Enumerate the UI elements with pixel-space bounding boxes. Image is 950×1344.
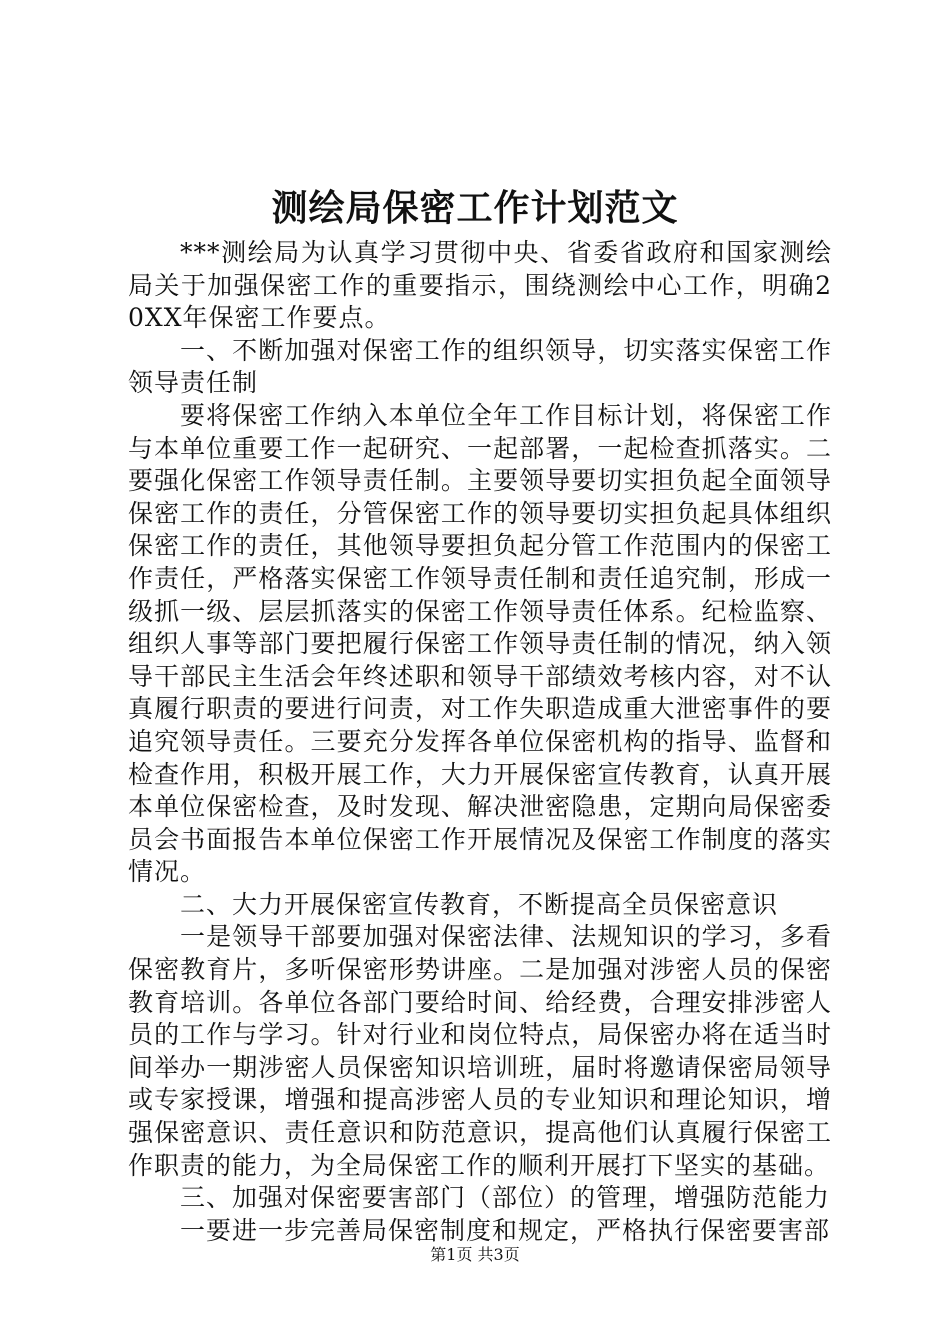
document-body xyxy=(128,237,832,1247)
section-heading-1: 一、不断加强对保密工作的组织领导，切实落实保密工作领导责任制 xyxy=(128,335,832,398)
section-2-paragraph: 一是领导干部要加强对保密法律、法规知识的学习，多看保密教育片，多听保密形势讲座。二是加强对涉密人员的保密教育培训。各单位各部门要给时间、给经费，合理安排涉密人员的工作与学习。针对行业和岗位特点，局保密办将在适当时间举办一期涉密人员保密知识培训班，届时将邀请保密局领导或专家授课，增强和提高涉密人员的专业知识和理论知识，增强保密意识、责任意识和防范意识，提高他们认真履行保密工作职责的能力，为全局保密工作的顺利开展打下坚实的基础。 xyxy=(128,922,832,1180)
section-heading-3: 三、加强对保密要害部门（部位）的管理，增强防范能力 xyxy=(180,1183,831,1213)
document-title: 测绘局保密工作计划范文 xyxy=(271,187,679,229)
section-3-paragraph: 一要进一步完善局保密制度和规定，严格执行保密要害部 xyxy=(180,1215,831,1245)
section-1-paragraph: 要将保密工作纳入本单位全年工作目标计划，将保密工作与本单位重要工作一起研究、一起部署，一起检查抓落实。二要强化保密工作领导责任制。主要领导要切实担负起全面领导保密工作的责任，分管保密工作的领导要切实担负起具体组织保密工作的责任，其他领导要担负起分管工作范围内的保密工作责任，严格落实保密工作领导责任制和责任追究制，形成一级抓一级、层层抓落实的保密工作领导责任体系。纪检监察、组织人事等部门要把履行保密工作领导责任制的情况，纳入领导干部民主生活会年终述职和领导干部绩效考核内容，对不认真履行职责的要进行问责，对工作失职造成重大泄密事件的要追究领导责任。三要充分发挥各单位保密机构的指导、监督和检查作用，积极开展工作，大力开展保密宣传教育，认真开展本单位保密检查，及时发现、解决泄密隐患，定期向局保密委员会书面报告本单位保密工作开展情况及保密工作制度的落实情况。 xyxy=(128,400,832,887)
intro-paragraph: ***测绘局为认真学习贯彻中央、省委省政府和国家测绘局关于加强保密工作的重要指示，围绕测绘中心工作，明确20XX年保密工作要点。 xyxy=(128,238,832,333)
page-number-footer: 第1页 共3页 xyxy=(430,1245,520,1264)
section-heading-2: 二、大力开展保密宣传教育，不断提高全员保密意识 xyxy=(180,889,779,919)
